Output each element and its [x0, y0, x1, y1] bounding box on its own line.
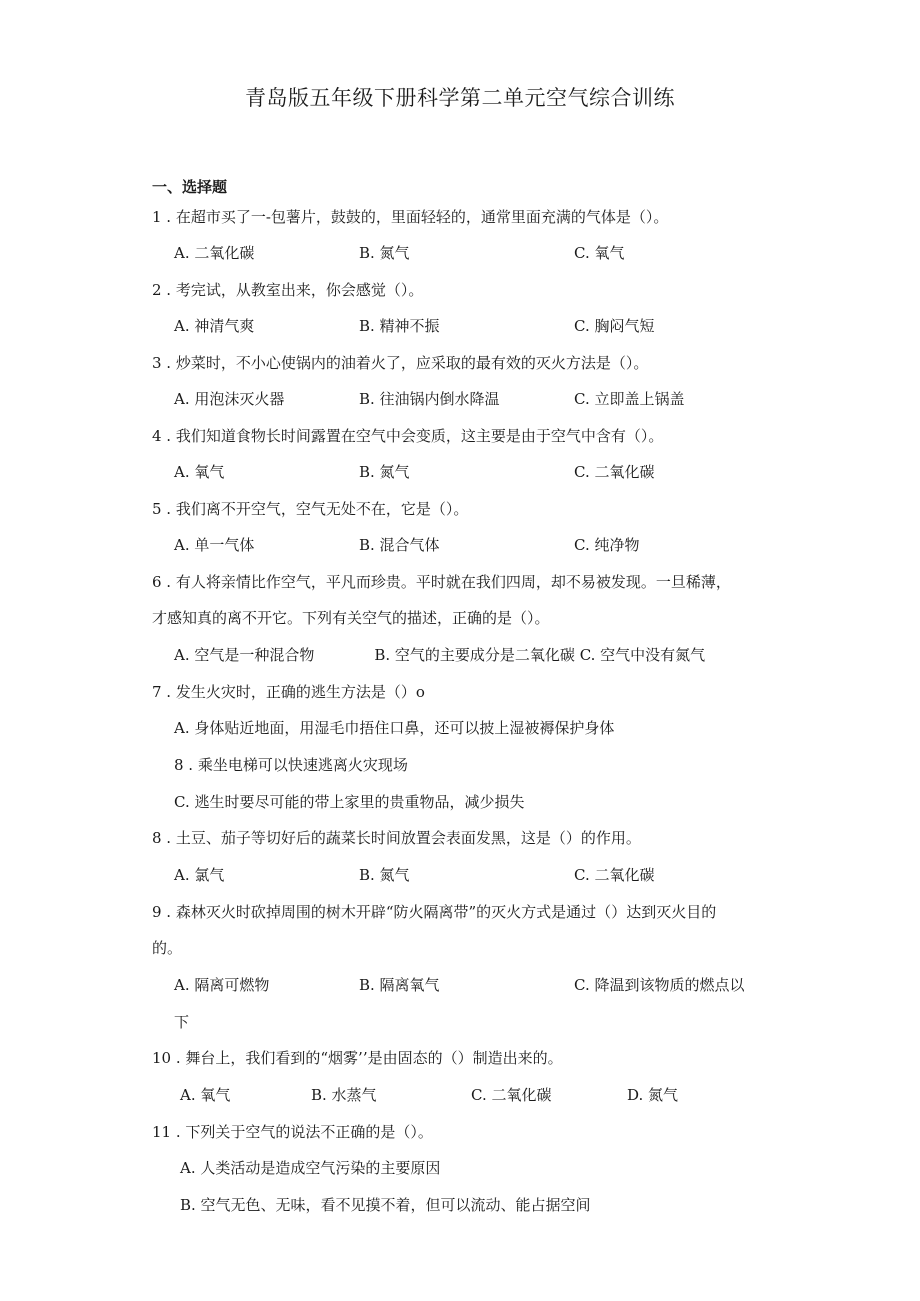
- q5-option-b: B. 混合气体: [359, 536, 440, 554]
- question-7: 7 . 发生火灾时，正确的逃生方法是（）o: [152, 683, 425, 701]
- q1-option-c: C. 氧气: [574, 244, 625, 262]
- q6-options: A. 空气是一种混合物 B. 空气的主要成分是二氧化碳 C. 空气中没有氮气: [174, 646, 706, 664]
- q4-option-a: A. 氧气: [174, 463, 225, 481]
- question-1: 1 . 在超市买了一-包薯片，鼓鼓的，里面轻轻的，通常里面充满的气体是（）。: [152, 208, 669, 226]
- q10-option-c: C. 二氧化碳: [471, 1086, 552, 1104]
- q5-option-a: A. 单一气体: [174, 536, 255, 554]
- q9-option-c: C. 降温到该物质的燃点以: [574, 976, 745, 994]
- q3-option-b: B. 往油锅内倒水降温: [359, 390, 500, 408]
- q8-option-b: B. 氮气: [359, 866, 410, 884]
- question-2: 2 . 考完试，从教室出来，你会感觉（）。: [152, 281, 424, 299]
- q4-option-c: C. 二氧化碳: [574, 463, 655, 481]
- q7-option-b: 8 . 乘坐电梯可以快速逃离火灾现场: [174, 756, 408, 774]
- question-4: 4 . 我们知道食物长时间露置在空气中会变质，这主要是由于空气中含有（）。: [152, 427, 664, 445]
- q9-option-a: A. 隔离可燃物: [174, 976, 270, 994]
- question-3: 3 . 炒菜时，不小心使锅内的油着火了，应采取的最有效的灭火方法是（）。: [152, 354, 649, 372]
- q9-option-c-continued: 下: [174, 1013, 190, 1031]
- q8-option-a: A. 氯气: [174, 866, 225, 884]
- q10-option-b: B. 水蒸气: [311, 1086, 377, 1104]
- q8-option-c: C. 二氧化碳: [574, 866, 655, 884]
- question-11: 11 . 下列关于空气的说法不正确的是（）。: [152, 1123, 433, 1141]
- section-heading: 一、选择题: [152, 178, 228, 196]
- q1-option-a: A. 二氧化碳: [174, 244, 255, 262]
- q5-option-c: C. 纯净物: [574, 536, 640, 554]
- q7-option-c: C. 逃生时要尽可能的带上家里的贵重物品，减少损失: [174, 793, 525, 811]
- q2-option-b: B. 精神不振: [359, 317, 440, 335]
- question-6-line-2: 才感知真的离不开它。下列有关空气的描述，正确的是（）。: [152, 609, 550, 627]
- q2-option-c: C. 胸闷气短: [574, 317, 655, 335]
- q3-option-a: A. 用泡沫灭火器: [174, 390, 285, 408]
- document-title: 青岛版五年级下册科学第二单元空气综合训练: [245, 86, 675, 110]
- question-5: 5 . 我们离不开空气，空气无处不在，它是（）。: [152, 500, 469, 518]
- q1-option-b: B. 氮气: [359, 244, 410, 262]
- question-8: 8 . 土豆、茄子等切好后的蔬菜长时间放置会表面发黑，这是（）的作用。: [152, 829, 641, 847]
- q10-option-d: D. 氮气: [627, 1086, 679, 1104]
- q3-option-c: C. 立即盖上锅盖: [574, 390, 685, 408]
- question-10: 10 . 舞台上，我们看到的“烟雾’’是由固态的（）制造出来的。: [152, 1049, 563, 1067]
- question-9-line-1: 9 . 森林灭火时砍掉周围的树木开辟“防火隔离带”的灭火方式是通过（）达到灭火目的: [152, 903, 717, 921]
- q9-option-b: B. 隔离氧气: [359, 976, 440, 994]
- q10-option-a: A. 氧气: [180, 1086, 231, 1104]
- question-6-line-1: 6 . 有人将亲情比作空气，平凡而珍贵。平时就在我们四周，却不易被发现。一旦稀薄，: [152, 573, 731, 591]
- question-9-line-2: 的。: [152, 939, 183, 957]
- q2-option-a: A. 神清气爽: [174, 317, 255, 335]
- q7-option-a: A. 身体贴近地面，用湿毛巾捂住口鼻，还可以披上湿被褥保护身体: [174, 719, 615, 737]
- q11-option-a: A. 人类活动是造成空气污染的主要原因: [180, 1159, 441, 1177]
- q11-option-b: B. 空气无色、无味，看不见摸不着，但可以流动、能占据空间: [180, 1196, 591, 1214]
- q4-option-b: B. 氮气: [359, 463, 410, 481]
